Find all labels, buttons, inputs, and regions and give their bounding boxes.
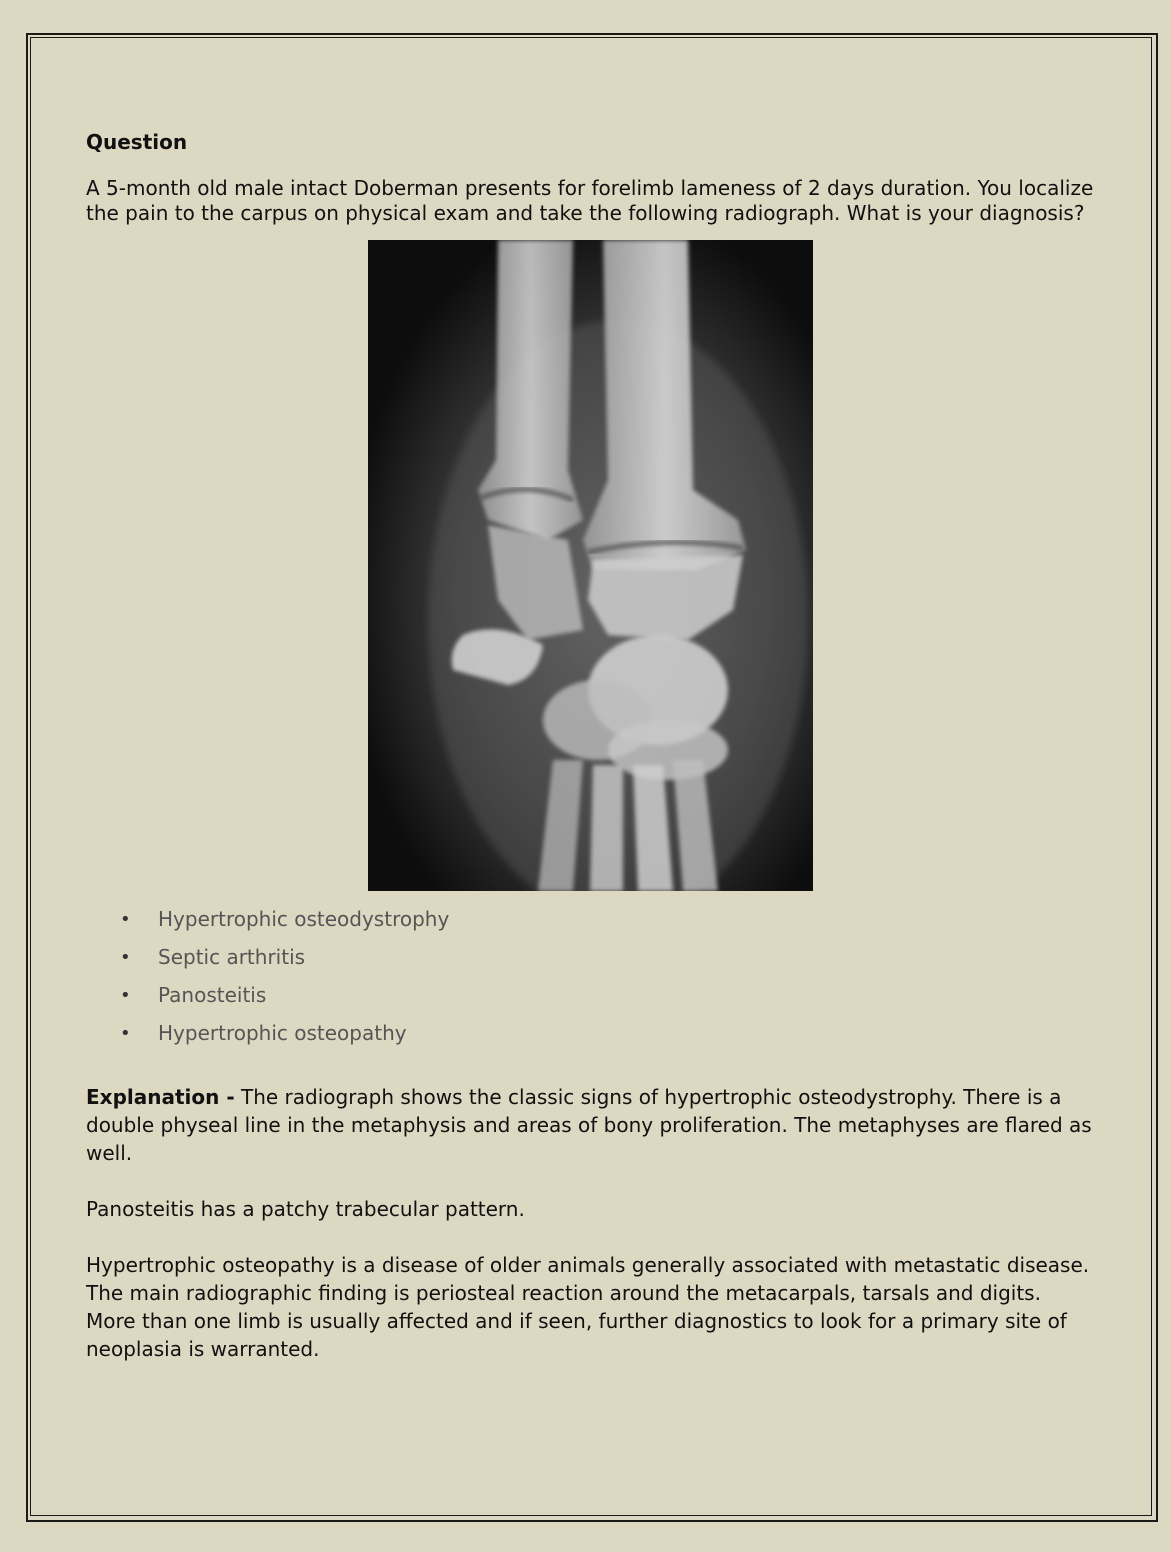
document-content xyxy=(86,128,1096,1363)
explanation-label: Explanation - xyxy=(86,1085,235,1109)
answer-option[interactable] xyxy=(120,1021,1096,1046)
panosteitis-paragraph: Panosteitis has a patchy trabecular pattern. xyxy=(86,1197,525,1221)
answer-option-label: Hypertrophic osteopathy xyxy=(158,1021,407,1045)
answer-option[interactable] xyxy=(120,945,1096,970)
bullet-icon: • xyxy=(120,909,131,930)
radiograph-illustration xyxy=(368,240,813,891)
answer-option[interactable] xyxy=(120,907,1096,932)
bullet-icon: • xyxy=(120,1023,131,1044)
question-text: A 5-month old male intact Doberman presents for forelimb lameness of 2 days duration. You localize the pain to the carpus on physical exam and take the following radiograph. What is your diagnosis? xyxy=(86,176,1094,225)
answer-option-label: Panosteitis xyxy=(158,983,267,1007)
question-heading: Question xyxy=(86,130,188,154)
answer-option[interactable] xyxy=(120,983,1096,1008)
bullet-icon: • xyxy=(120,947,131,968)
carpus-radiograph-image xyxy=(368,240,813,891)
osteopathy-paragraph: Hypertrophic osteopathy is a disease of older animals generally associated with metastatic disease. The main radiographic finding is periosteal reaction around the metacarpals, tarsals and digits. More than one limb is usually affected and if seen, further diagnostics to look for a primary site of neoplasia is warranted. xyxy=(86,1253,1090,1361)
bullet-icon: • xyxy=(120,985,131,1006)
answer-option-label: Septic arthritis xyxy=(158,945,306,969)
answer-options-list xyxy=(86,907,1096,1046)
explanation-paragraph xyxy=(86,1083,1096,1167)
explanation-text: The radiograph shows the classic signs of hypertrophic osteodystrophy. There is a double physeal line in the metaphysis and areas of bony proliferation. The metaphyses are flared as well. xyxy=(86,1085,1092,1165)
answer-option-label: Hypertrophic osteodystrophy xyxy=(158,907,450,931)
